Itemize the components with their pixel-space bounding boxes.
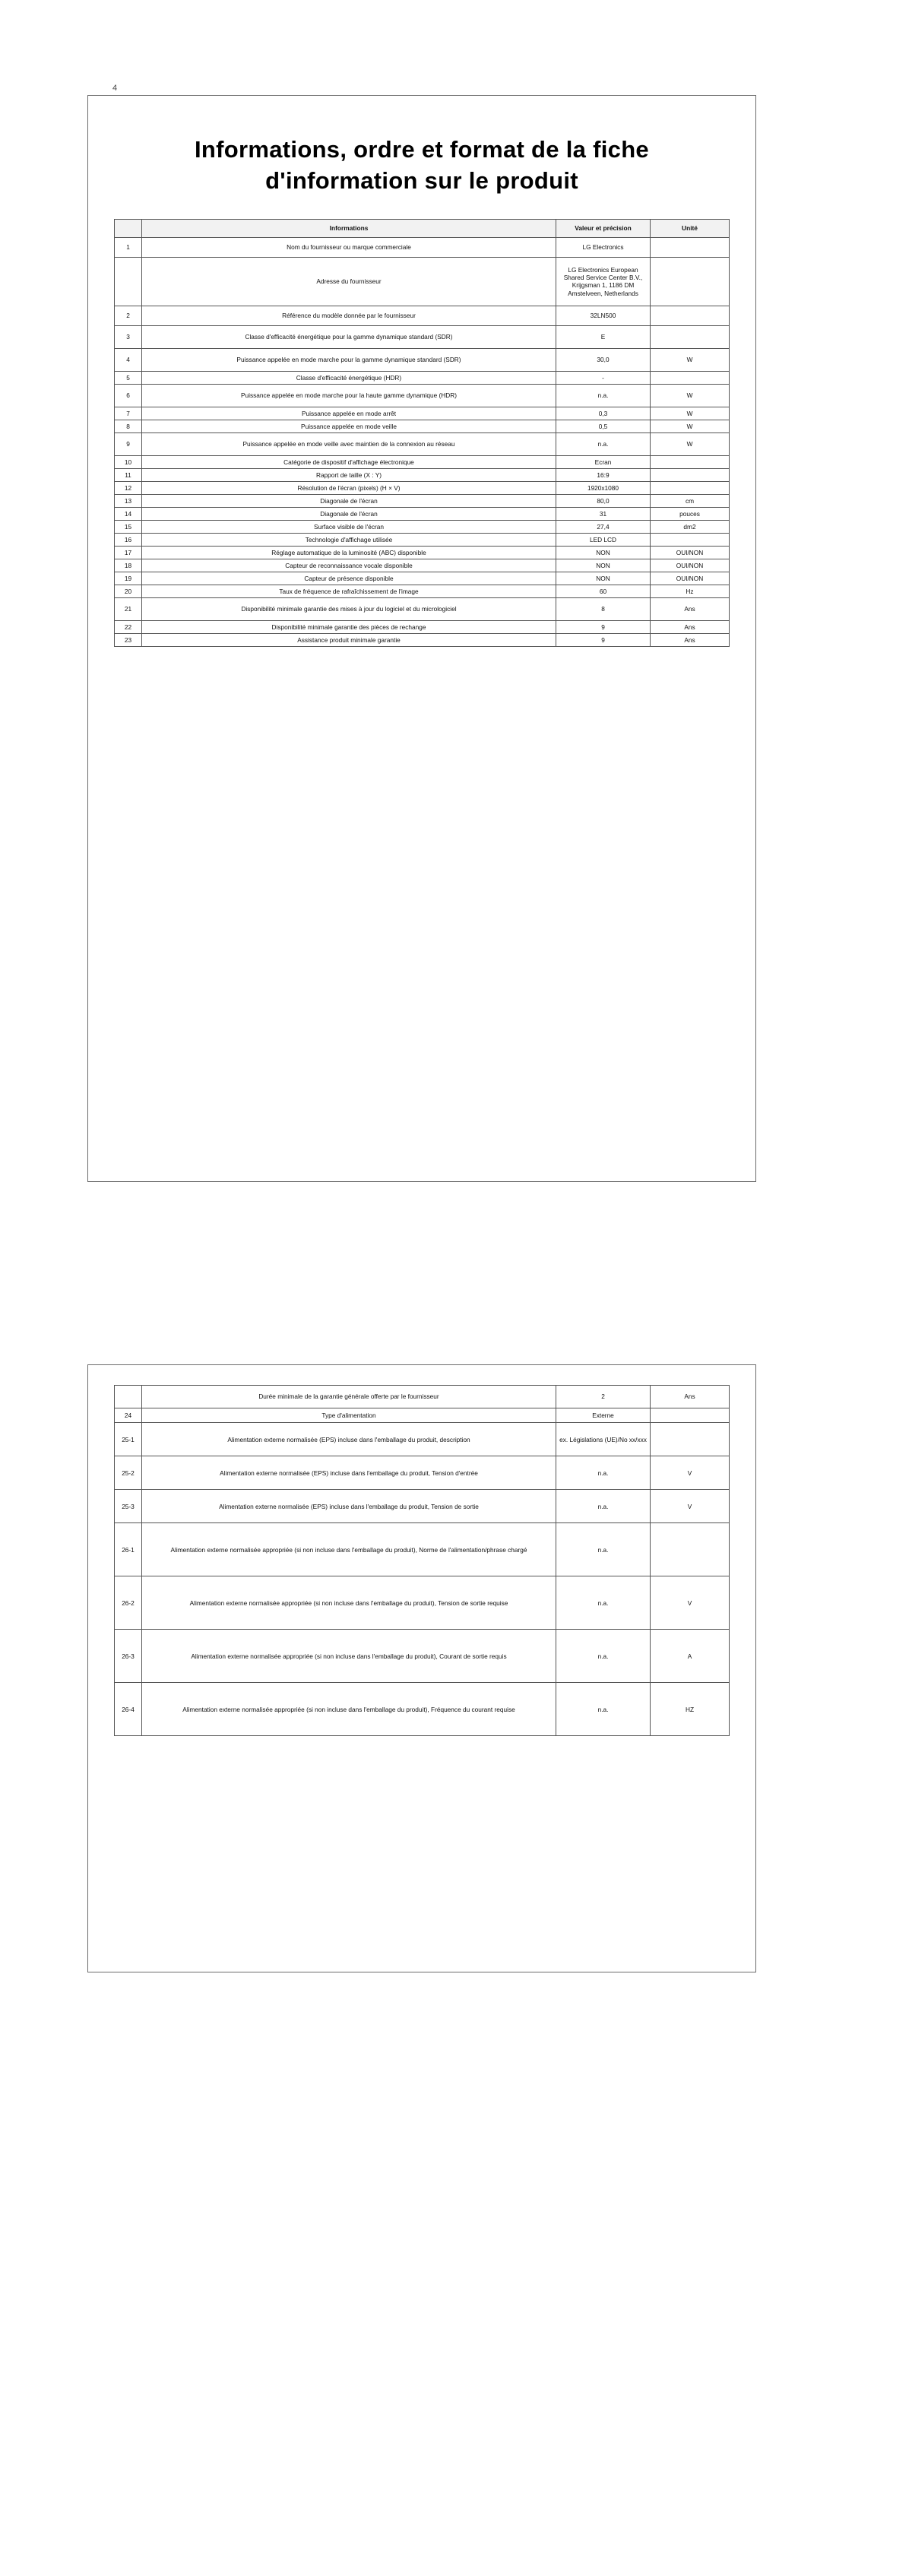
- row-information-cell: Technologie d'affichage utilisée: [142, 533, 556, 546]
- row-index-cell: 12: [115, 481, 142, 494]
- row-index-cell: 21: [115, 597, 142, 620]
- row-information-cell: Type d'alimentation: [142, 1408, 556, 1423]
- table-row: [115, 433, 730, 455]
- table-row: [115, 1683, 730, 1736]
- row-information-cell: Disponibilité minimale garantie des pièces de rechange: [142, 620, 556, 633]
- row-index-cell: 8: [115, 420, 142, 433]
- row-value-cell: ex. Législations (UE)/No xx/xxx: [556, 1423, 651, 1456]
- row-value-cell: 9: [556, 633, 651, 646]
- row-information-cell: Alimentation externe normalisée (EPS) incluse dans l'emballage du produit, Tension d'entrée: [142, 1456, 556, 1490]
- table-row: [115, 494, 730, 507]
- row-index-cell: 25-3: [115, 1490, 142, 1523]
- row-value-cell: Externe: [556, 1408, 651, 1423]
- row-unit-cell: W: [651, 348, 730, 371]
- row-value-cell: Ecran: [556, 455, 651, 468]
- row-information-cell: Résolution de l'écran (pixels) (H × V): [142, 481, 556, 494]
- row-unit-cell: Hz: [651, 585, 730, 597]
- row-unit-cell: [651, 306, 730, 325]
- table-row: [115, 325, 730, 348]
- row-value-cell: n.a.: [556, 384, 651, 407]
- table-row: [115, 1576, 730, 1630]
- row-information-cell: Réglage automatique de la luminosité (ABC) disponible: [142, 546, 556, 559]
- row-unit-cell: W: [651, 384, 730, 407]
- row-value-cell: LED LCD: [556, 533, 651, 546]
- row-index-cell: 13: [115, 494, 142, 507]
- product-information-table-part-1: [114, 219, 730, 647]
- table-row: [115, 633, 730, 646]
- row-unit-cell: [651, 257, 730, 306]
- row-value-cell: 16:9: [556, 468, 651, 481]
- row-index-cell: 9: [115, 433, 142, 455]
- row-value-cell: LG Electronics European Shared Service Center B.V., Krijgsman 1, 1186 DM Amstelveen, Netherlands: [556, 257, 651, 306]
- table-row: [115, 257, 730, 306]
- row-information-cell: Puissance appelée en mode marche pour la gamme dynamique standard (SDR): [142, 348, 556, 371]
- table-row: [115, 1523, 730, 1576]
- row-unit-cell: W: [651, 407, 730, 420]
- table-row: [115, 1408, 730, 1423]
- row-index-cell: 5: [115, 371, 142, 384]
- table-row: [115, 468, 730, 481]
- row-unit-cell: [651, 325, 730, 348]
- row-index-cell: 16: [115, 533, 142, 546]
- row-index-cell: 26-2: [115, 1576, 142, 1630]
- row-unit-cell: Ans: [651, 620, 730, 633]
- row-information-cell: Puissance appelée en mode veille avec maintien de la connexion au réseau: [142, 433, 556, 455]
- row-unit-cell: Ans: [651, 597, 730, 620]
- product-information-table-part-2: [114, 1385, 730, 1736]
- row-information-cell: Alimentation externe normalisée appropriée (si non incluse dans l'emballage du produit), Tension de sortie requise: [142, 1576, 556, 1630]
- table-row: [115, 1490, 730, 1523]
- row-index-cell: [115, 1386, 142, 1408]
- row-unit-cell: OUI/NON: [651, 559, 730, 572]
- row-unit-cell: pouces: [651, 507, 730, 520]
- row-index-cell: 26-3: [115, 1630, 142, 1683]
- row-information-cell: Puissance appelée en mode marche pour la haute gamme dynamique (HDR): [142, 384, 556, 407]
- column-header-information: Informations: [142, 220, 556, 238]
- table-row: [115, 348, 730, 371]
- row-information-cell: Référence du modèle donnée par le fournisseur: [142, 306, 556, 325]
- row-unit-cell: V: [651, 1490, 730, 1523]
- row-information-cell: Taux de fréquence de rafraîchissement de l'image: [142, 585, 556, 597]
- row-information-cell: Adresse du fournisseur: [142, 257, 556, 306]
- row-unit-cell: OUI/NON: [651, 546, 730, 559]
- row-unit-cell: [651, 1523, 730, 1576]
- row-unit-cell: Ans: [651, 1386, 730, 1408]
- column-header-value: Valeur et précision: [556, 220, 651, 238]
- row-index-cell: 26-4: [115, 1683, 142, 1736]
- row-information-cell: Alimentation externe normalisée (EPS) incluse dans l'emballage du produit, Tension de sortie: [142, 1490, 556, 1523]
- table-row: [115, 1386, 730, 1408]
- row-information-cell: Classe d'efficacité énergétique (HDR): [142, 371, 556, 384]
- table-row: [115, 237, 730, 257]
- row-index-cell: 24: [115, 1408, 142, 1423]
- row-value-cell: 30,0: [556, 348, 651, 371]
- row-information-cell: Capteur de présence disponible: [142, 572, 556, 585]
- row-information-cell: Alimentation externe normalisée (EPS) incluse dans l'emballage du produit, description: [142, 1423, 556, 1456]
- row-index-cell: 11: [115, 468, 142, 481]
- row-information-cell: Assistance produit minimale garantie: [142, 633, 556, 646]
- row-unit-cell: dm2: [651, 520, 730, 533]
- row-value-cell: -: [556, 371, 651, 384]
- row-unit-cell: [651, 371, 730, 384]
- table-row: [115, 520, 730, 533]
- row-index-cell: 17: [115, 546, 142, 559]
- row-unit-cell: [651, 1408, 730, 1423]
- row-information-cell: Surface visible de l'écran: [142, 520, 556, 533]
- table-row: [115, 1456, 730, 1490]
- row-index-cell: 22: [115, 620, 142, 633]
- row-value-cell: n.a.: [556, 1490, 651, 1523]
- row-information-cell: Alimentation externe normalisée appropriée (si non incluse dans l'emballage du produit), Fréquence du courant requise: [142, 1683, 556, 1736]
- row-information-cell: Alimentation externe normalisée appropriée (si non incluse dans l'emballage du produit), Courant de sortie requis: [142, 1630, 556, 1683]
- row-index-cell: 25-1: [115, 1423, 142, 1456]
- row-information-cell: Puissance appelée en mode veille: [142, 420, 556, 433]
- row-unit-cell: Ans: [651, 633, 730, 646]
- row-information-cell: Nom du fournisseur ou marque commerciale: [142, 237, 556, 257]
- row-value-cell: NON: [556, 572, 651, 585]
- row-information-cell: Durée minimale de la garantie générale offerte par le fournisseur: [142, 1386, 556, 1408]
- row-value-cell: 1920x1080: [556, 481, 651, 494]
- row-information-cell: Diagonale de l'écran: [142, 507, 556, 520]
- table-row: [115, 306, 730, 325]
- row-value-cell: 31: [556, 507, 651, 520]
- row-index-cell: 3: [115, 325, 142, 348]
- table-header-row: [115, 220, 730, 238]
- table-row: [115, 585, 730, 597]
- row-value-cell: 0,3: [556, 407, 651, 420]
- row-index-cell: 26-1: [115, 1523, 142, 1576]
- row-index-cell: 2: [115, 306, 142, 325]
- row-unit-cell: OUI/NON: [651, 572, 730, 585]
- row-unit-cell: [651, 533, 730, 546]
- row-value-cell: NON: [556, 546, 651, 559]
- row-index-cell: 20: [115, 585, 142, 597]
- table-row: [115, 597, 730, 620]
- row-index-cell: 6: [115, 384, 142, 407]
- row-unit-cell: [651, 237, 730, 257]
- row-value-cell: n.a.: [556, 1683, 651, 1736]
- page-corner-mark: 4: [112, 84, 118, 93]
- row-value-cell: n.a.: [556, 1523, 651, 1576]
- row-information-cell: Capteur de reconnaissance vocale disponible: [142, 559, 556, 572]
- row-unit-cell: A: [651, 1630, 730, 1683]
- row-information-cell: Classe d'efficacité énergétique pour la gamme dynamique standard (SDR): [142, 325, 556, 348]
- row-information-cell: Alimentation externe normalisée appropriée (si non incluse dans l'emballage du produit), Norme de l'alimentation/phrase chargé: [142, 1523, 556, 1576]
- row-index-cell: 19: [115, 572, 142, 585]
- row-index-cell: 23: [115, 633, 142, 646]
- row-value-cell: 9: [556, 620, 651, 633]
- row-index-cell: 10: [115, 455, 142, 468]
- row-information-cell: Disponibilité minimale garantie des mises à jour du logiciel et du micrologiciel: [142, 597, 556, 620]
- row-value-cell: 80,0: [556, 494, 651, 507]
- table-row: [115, 507, 730, 520]
- row-value-cell: E: [556, 325, 651, 348]
- table-row: [115, 1630, 730, 1683]
- row-index-cell: 4: [115, 348, 142, 371]
- row-index-cell: [115, 257, 142, 306]
- row-value-cell: 2: [556, 1386, 651, 1408]
- table-row: [115, 420, 730, 433]
- product-fiche-sheet-one: [87, 95, 756, 1182]
- row-value-cell: 8: [556, 597, 651, 620]
- row-value-cell: 27,4: [556, 520, 651, 533]
- row-value-cell: 0,5: [556, 420, 651, 433]
- row-information-cell: Catégorie de dispositif d'affichage électronique: [142, 455, 556, 468]
- column-header-index: [115, 220, 142, 238]
- row-value-cell: n.a.: [556, 1456, 651, 1490]
- row-index-cell: 18: [115, 559, 142, 572]
- row-information-cell: Diagonale de l'écran: [142, 494, 556, 507]
- row-unit-cell: W: [651, 420, 730, 433]
- table-row: [115, 455, 730, 468]
- row-unit-cell: [651, 468, 730, 481]
- row-index-cell: 7: [115, 407, 142, 420]
- row-unit-cell: [651, 455, 730, 468]
- row-information-cell: Rapport de taille (X : Y): [142, 468, 556, 481]
- row-value-cell: 32LN500: [556, 306, 651, 325]
- row-value-cell: n.a.: [556, 1630, 651, 1683]
- row-index-cell: 14: [115, 507, 142, 520]
- table-row: [115, 1423, 730, 1456]
- row-value-cell: LG Electronics: [556, 237, 651, 257]
- table-row: [115, 620, 730, 633]
- table-row: [115, 546, 730, 559]
- table-row: [115, 572, 730, 585]
- table-row: [115, 407, 730, 420]
- row-unit-cell: HZ: [651, 1683, 730, 1736]
- table-row: [115, 371, 730, 384]
- row-value-cell: NON: [556, 559, 651, 572]
- row-unit-cell: V: [651, 1576, 730, 1630]
- row-unit-cell: [651, 1423, 730, 1456]
- table-row: [115, 481, 730, 494]
- row-index-cell: 25-2: [115, 1456, 142, 1490]
- product-fiche-sheet-two: [87, 1364, 756, 1972]
- page-title: Informations, ordre et format de la fiche d'information sur le produit: [195, 136, 649, 195]
- row-unit-cell: W: [651, 433, 730, 455]
- row-value-cell: n.a.: [556, 1576, 651, 1630]
- row-unit-cell: V: [651, 1456, 730, 1490]
- row-unit-cell: cm: [651, 494, 730, 507]
- column-header-unit: Unité: [651, 220, 730, 238]
- table-row: [115, 533, 730, 546]
- row-value-cell: n.a.: [556, 433, 651, 455]
- row-value-cell: 60: [556, 585, 651, 597]
- row-index-cell: 15: [115, 520, 142, 533]
- table-row: [115, 559, 730, 572]
- row-information-cell: Puissance appelée en mode arrêt: [142, 407, 556, 420]
- table-row: [115, 384, 730, 407]
- row-index-cell: 1: [115, 237, 142, 257]
- row-unit-cell: [651, 481, 730, 494]
